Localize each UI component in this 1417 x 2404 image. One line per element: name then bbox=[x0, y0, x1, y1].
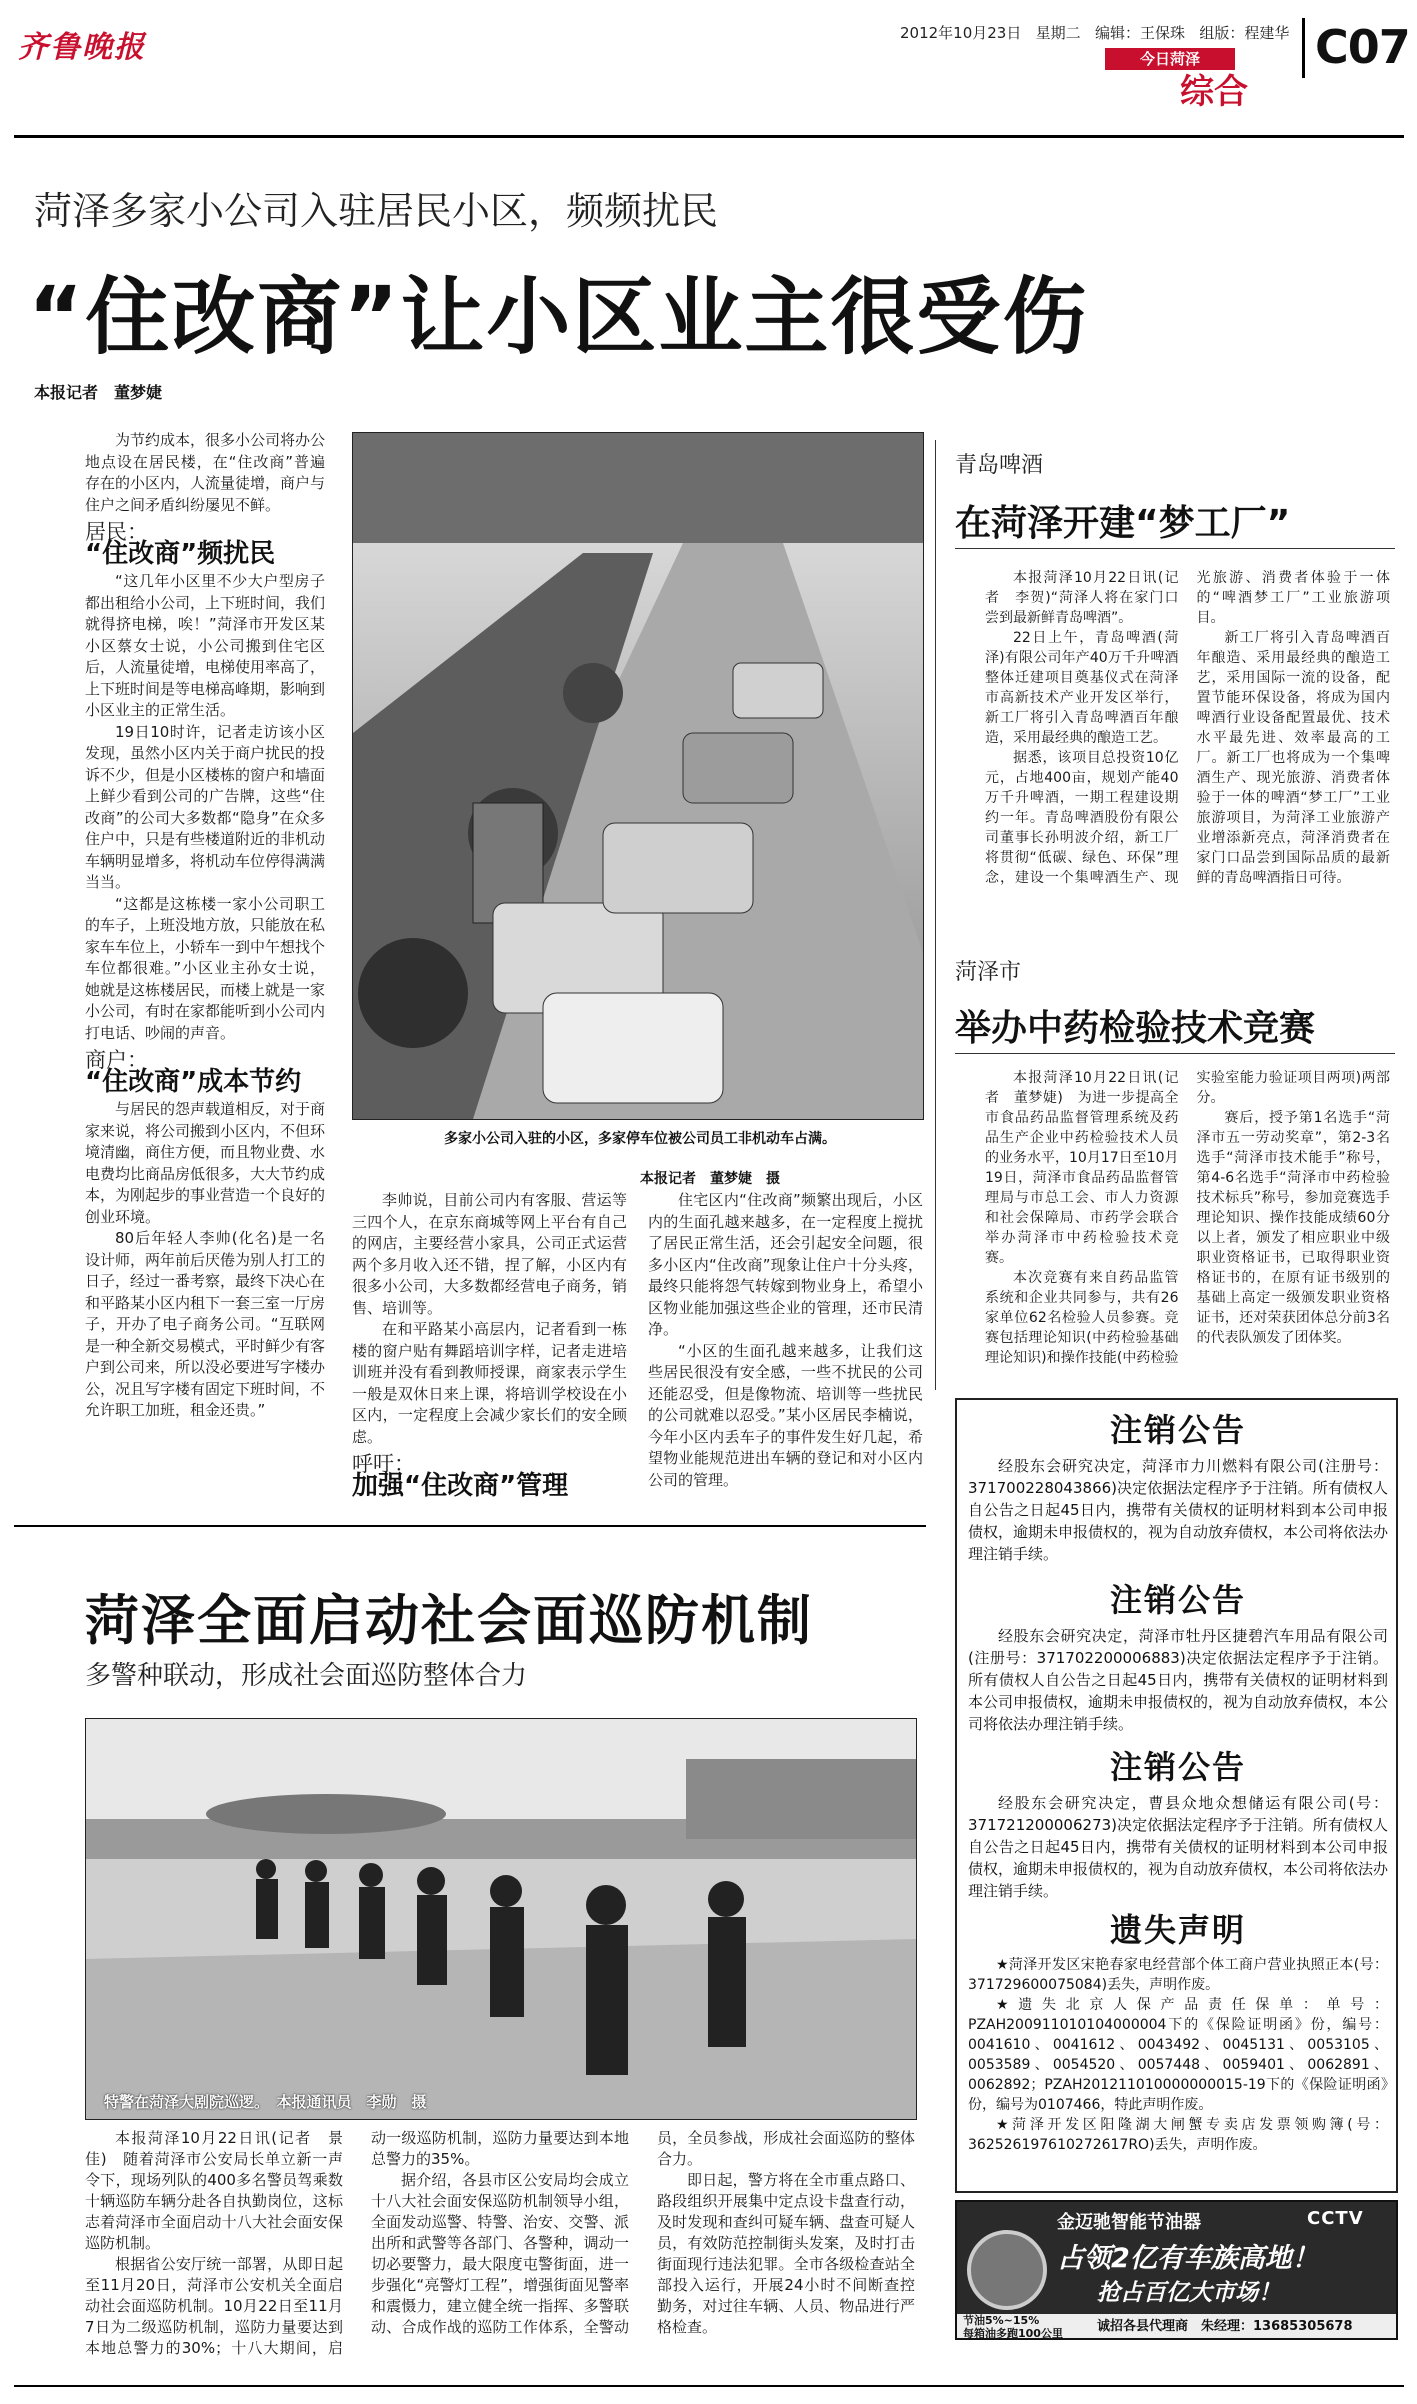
lead-photo-caption-text: 多家小公司入驻的小区，多家停车位被公司员工非机动车占满。 bbox=[444, 1131, 836, 1147]
page-number: C07 bbox=[1315, 20, 1410, 74]
notice-3-body: 经股东会研究决定，曹县众地众想储运有限公司(号：371721200006273)决定依据法定程序予于注销。所有债权人自公告之日起45日内，携带有关债权的证明材料到本公司申报债权，逾期未申报债权的，视为自动放弃债权，本公司将依法办理注销手续。 bbox=[968, 1794, 1389, 1900]
sec1-kicker: 居民： bbox=[85, 520, 148, 544]
herb-para-1: 本报菏泽10月22日讯(记者 董梦婕) 为进一步提高全市食品药品监督管理系统及药品生产企业中药检验技术人员的业务水平，10月17日至10月19日，菏泽市食品药品监督管理局与市总工会、市人力资源和社会保障局、市药学会联合举办菏泽市中药检验技术竞赛。 bbox=[985, 1070, 1179, 1266]
herb-headline: 举办中药检验技术竞赛 bbox=[955, 1008, 1316, 1049]
beer-para-1: 本报菏泽10月22日讯(记者 李贺)“菏泽人将在家门口尝到最新鲜青岛啤酒”。 bbox=[985, 570, 1179, 626]
lead-bottom-rule bbox=[14, 1525, 926, 1527]
lost-notice bbox=[968, 1905, 1388, 2155]
ad-price: 每箱油多跑100公里 bbox=[963, 2327, 1063, 2340]
notice-2-text bbox=[968, 1625, 1388, 1735]
footer-rule bbox=[14, 2385, 1404, 2387]
lead-column-1 bbox=[85, 430, 325, 1510]
patrol-photo-caption: 特警在菏泽大剧院巡逻。 本报通讯员 李勋 摄 bbox=[104, 2093, 427, 2111]
sec1-para-1: “这几年小区里不少大户型房子都出租给小公司，上下班时间，我们就得挤电梯，唉！”菏泽市开发区某小区蔡女士说，小公司搬到住宅区后，人流量徒增，电梯使用率高了，上下班时间是等电梯高峰期，影响到小区业主的正常生活。 bbox=[85, 572, 325, 719]
beer-kicker: 青岛啤酒 bbox=[955, 453, 1044, 478]
paper-name-logo: 齐鲁晚报 bbox=[18, 30, 146, 65]
lead-byline: 本报记者 董梦婕 bbox=[34, 383, 163, 402]
sec1-para-2: 19日10时许，记者走访该小区发现，虽然小区内关于商户扰民的投诉不少，但是小区楼栋的窗户和墙面上鲜少看到公司的广告牌，这些“住改商”的公司大多数都“隐身”在众多住户中，只是有些楼道附近的非机动车辆明显增多，将机动车位停得满满当当。 bbox=[85, 722, 325, 891]
notice-1-body: 经股东会研究决定，菏泽市力川燃料有限公司(注册号：371700228043866)决定依据法定程序予于注销。所有债权人自公告之日起45日内，携带有关债权的证明材料到本公司申报债权，逾期未申报债权的，视为自动放弃债权，本公司将依法办理注销手续。 bbox=[968, 1457, 1389, 1563]
sec2-kicker: 商户： bbox=[85, 1048, 148, 1072]
page-number-divider bbox=[1302, 18, 1305, 78]
lost-item-2: ★遗失北京人保产品责任保单：单号：PZAH200911010104000004下的《保险证明函》份，编号：0041610、0041612、0043492、0045131、0053105、0053589、0054520、0057448、0059401、0062891、0062892；PZAH201211010000000015-19下的《保险证明函》份，编号为0107466，特此声明作废。 bbox=[968, 1997, 1388, 2113]
column-divider bbox=[935, 440, 936, 1390]
layout-credit: 组版：程建华 bbox=[1199, 24, 1290, 42]
section-name: 综合 bbox=[1180, 72, 1248, 112]
lost-title: 遗失声明 bbox=[1109, 1911, 1246, 1949]
lead-column-2 bbox=[352, 1190, 627, 1510]
notice-3-title: 注销公告 bbox=[1109, 1748, 1246, 1786]
section-badge: 今日菏泽 bbox=[1105, 48, 1235, 70]
sec3-head: 加强“住改商”管理 bbox=[352, 1470, 569, 1501]
lead-photo bbox=[352, 432, 924, 1120]
lead-intro: 为节约成本，很多小公司将办公地点设在居民楼，在“住改商”普遍存在的小区内，人流量徒增，商户与住户之间矛盾纠纷屡见不鲜。 bbox=[85, 431, 325, 514]
lost-text bbox=[968, 1955, 1388, 2155]
patrol-headline: 菏泽全面启动社会面巡防机制 bbox=[85, 1589, 813, 1652]
beer-para-3: 据悉，该项目总投资10亿元，占地400亩，规划产能40万千升啤酒，一期工程建设期约一年。青岛啤酒股份有限公司董事长孙明波介绍，新工厂将贯彻“低碳、绿色、环保”理念，建设一个集啤酒生产、现光旅游、消费者体验于一体的“啤酒梦工厂”工业旅游项目。 bbox=[985, 570, 1390, 886]
sec2-head: “住改商”成本节约 bbox=[85, 1066, 302, 1097]
herb-para-2: 本次竞赛有来自药品监管系统和企业共同参与，共有26家单位62名检验人员参赛。竞赛包括理论知识(中药检验基础理论知识)和操作技能(中药检验实验室能力验证项目两项)两部分。 bbox=[985, 1070, 1390, 1366]
lost-item-1: ★菏泽开发区宋艳春家电经营部个体工商户营业执照正本(号：371729600075084)丢失，声明作废。 bbox=[968, 1957, 1388, 1993]
beer-headline: 在菏泽开建“梦工厂” bbox=[955, 503, 1291, 544]
sec2-para-4: 在和平路某小高层内，记者看到一栋楼的窗户贴有舞蹈培训字样，记者走进培训班并没有看到教师授课，商家表示学生一般是双休日来上课，将培训学校设在小区内，一定程度上会减少家长们的安全顾虑。 bbox=[352, 1320, 627, 1446]
beer-para-2: 22日上午，青岛啤酒(菏泽)有限公司年产40万千升啤酒整体迁建项目奠基仪式在菏泽市高新技术产业开发区举行，新工厂将引入青岛啤酒百年酿造，采用最经典的酿造工艺。 bbox=[985, 630, 1179, 746]
lead-kicker: 菏泽多家小公司入驻居民小区，频频扰民 bbox=[34, 189, 719, 233]
ad-saving: 节油5%~15% bbox=[963, 2314, 1040, 2327]
notice-1-title: 注销公告 bbox=[1109, 1411, 1246, 1449]
ad-slogan-2: 抢占百亿大市场！ bbox=[1097, 2280, 1281, 2306]
sec2-para-2: 80后年轻人李帅(化名)是一名设计师，两年前后厌倦为别人打工的日子，经过一番考察，最终下决心在和平路某小区内租下一套三室一厅房子，开办了电子商务公司。“互联网是一种全新交易模式，平时鲜少有客户到公司来，所以没必要进写字楼办公，况且写字楼有固定下班时间，不允许职工加班，租金还贵。” bbox=[85, 1229, 325, 1419]
notice-3-text bbox=[968, 1792, 1388, 1902]
editor-credit: 编辑：王保珠 bbox=[1095, 24, 1186, 42]
sec1-head: “住改商”频扰民 bbox=[85, 538, 276, 569]
lead-column-3 bbox=[648, 1190, 923, 1510]
notice-2-body: 经股东会研究决定，菏泽市牡丹区捷碧汽车用品有限公司(注册号：371702200006883)决定依据法定程序予于注销。所有债权人自公告之日起45日内，携带有关债权的证明材料到本公司申报债权，逾期未申报债权的，视为自动放弃债权，本公司将依法办理注销手续。 bbox=[968, 1627, 1389, 1733]
lead-photo-caption bbox=[355, 1130, 925, 1149]
masthead-info bbox=[900, 22, 1289, 43]
sec1-para-3: “这都是这栋楼一家小公司职工的车子，上班没地方放，只能放在私家车车位上，小轿车一到中午想找个车位都很难。”小区业主孙女士说，她就是这栋楼居民，而楼上就是一家小公司，有时在家都能听到小公司内打电话、吵闹的声音。 bbox=[85, 894, 325, 1042]
ad-slogan-1: 占领2亿有车族高地！ bbox=[1057, 2243, 1319, 2274]
patrol-para-3: 据介绍，各县市区公安局均会成立十八大社会面安保巡防机制领导小组，全面发动巡警、特警、治安、交警、派出所和武警等各部门、各警种，调动一切必要警力，最大限度屯警街面，进一步强化“亮警灯工程”，增强街面见警率和震慑力，建立健全统一指挥、多警联动、合成作战的巡防工作体系，全警动员，全员参战，形成社会面巡防的整体合力。 bbox=[371, 2129, 915, 2336]
ad-channel-logo: CCTV bbox=[1307, 2208, 1364, 2229]
ad-contact: 诚招各县代理商 朱经理：13685305678 bbox=[1097, 2319, 1353, 2334]
patrol-para-4: 即日起，警方将在全市重点路口、路段组织开展集中定点设卡盘查行动，及时发现和查纠可疑车辆、盘查可疑人员，有效防范控制街头发案，及时打击街面现行违法犯罪。全市各级检查站全部投入运行，开展24小时不间断查控勤务，对过往车辆、人员、物品进行严格检查。 bbox=[657, 2171, 915, 2336]
notice-2-title: 注销公告 bbox=[1109, 1581, 1246, 1619]
police-patrol-illustration bbox=[86, 1719, 916, 2119]
sec3-para-2: “小区的生面孔越来越多，让我们这些居民很没有安全感，一些不扰民的公司还能忍受，但是像物流、培训等一些扰民的公司就难以忍受。”某小区居民李楠说，今年小区内丢车子的事件发生好几起，希望物业能规范进出车辆的登记和对小区内公司的管理。 bbox=[648, 1341, 923, 1489]
sec3-kicker: 呼吁： bbox=[352, 1452, 415, 1476]
notice-2 bbox=[968, 1575, 1388, 1735]
herb-body bbox=[985, 1068, 1390, 1398]
lead-photo-credit: 本报记者 董梦婕 摄 bbox=[640, 1171, 780, 1187]
patrol-para-1: 本报菏泽10月22日讯(记者 景佳) 随着菏泽市公安局长单立新一声令下，现场列队的400多名警员驾乘数十辆巡防车辆分赴各自执勤岗位，这标志着菏泽市全面启动十八大社会面安保巡防机制。 bbox=[85, 2129, 343, 2252]
parking-lot-illustration bbox=[353, 433, 923, 1119]
herb-para-3: 赛后，授予第1名选手“菏泽市五一劳动奖章”，第2-3名选手“菏泽市技术能手”称号，第4-6名选手“菏泽市中药检验技术标兵”称号，参加竞赛选手理论知识、操作技能成绩60分以上者，颁发了相应职业中级职业资格证书，已取得职业资格证书的，在原有证书级别的基础上高定一级颁发职业资格证书，还对荣获团体总分前3名的代表队颁发了团体奖。 bbox=[1196, 1110, 1390, 1346]
patrol-para-2: 根据省公安厅统一部署，从即日起至11月20日，菏泽市公安机关全面启动社会面巡防机制。10月22日至11月7日为二级巡防机制，巡防力量要达到本地总警力的30%；十八大期间，启动一级巡防机制，巡防力量要达到本地总警力的35%。 bbox=[85, 2129, 629, 2357]
fuel-saver-ad bbox=[955, 2200, 1398, 2340]
herb-rule bbox=[955, 1053, 1395, 1054]
sec2-para-1: 与居民的怨声载道相反，对于商家来说，将公司搬到小区内，不但环境清幽，商住方便，而且物业费、水电费均比商品房低很多，大大节约成本，为刚起步的事业营造一个良好的创业环境。 bbox=[85, 1100, 325, 1226]
beer-para-4: 新工厂将引入青岛啤酒百年酿造、采用最经典的酿造工艺，采用国际一流的设备，配置节能环保设备，将成为国内啤酒行业设备配置最优、技术水平最先进、效率最高的工厂。新工厂也将成为一个集啤酒生产、现光旅游、消费者体验于一体的啤酒“梦工厂”工业旅游项目，为菏泽工业旅游产业增添新亮点，菏泽消费者在家门口品尝到国际品质的最新鲜的青岛啤酒指日可待。 bbox=[1196, 630, 1390, 886]
ad-brand: 金迈驰智能节油器 bbox=[1057, 2212, 1201, 2233]
sec2-para-3: 李帅说，目前公司内有客服、营运等三四个人，在京东商城等网上平台有自己的网店，主要经营小家具，公司正式运营两个多月收入还不错，捏了解，小区内有很多小公司，大多数都经营电子商务，销售、培训等。 bbox=[352, 1191, 627, 1317]
ad-gauge-icon bbox=[967, 2230, 1047, 2310]
beer-body bbox=[985, 568, 1390, 943]
notice-3 bbox=[968, 1742, 1388, 1902]
notice-1 bbox=[968, 1405, 1388, 1565]
notice-1-text bbox=[968, 1455, 1388, 1565]
patrol-kicker: 多警种联动，形成社会面巡防整体合力 bbox=[85, 1661, 528, 1691]
lead-headline: “住改商”让小区业主很受伤 bbox=[28, 268, 1089, 366]
ad-footer bbox=[957, 2314, 1398, 2340]
patrol-body bbox=[85, 2128, 915, 2378]
patrol-photo bbox=[85, 1718, 917, 2120]
herb-kicker: 菏泽市 bbox=[955, 960, 1022, 985]
issue-date: 2012年10月23日 bbox=[900, 24, 1022, 42]
issue-weekday: 星期二 bbox=[1035, 24, 1081, 42]
masthead-rule bbox=[14, 135, 1404, 138]
lost-item-3: ★菏泽开发区阳隆湖大闸蟹专卖店发票领购簿(号：362526197610272617RO)丢失，声明作废。 bbox=[968, 2117, 1388, 2153]
beer-rule bbox=[955, 548, 1395, 549]
sec3-para-1: 住宅区内“住改商”频繁出现后，小区内的生面孔越来越多，在一定程度上搅扰了居民正常生活，还会引起安全问题，很多小区内“住改商”现象让住户十分头疼，最终只能将怨气转嫁到物业身上，希望小区物业能加强这些企业的管理，还市民清净。 bbox=[648, 1191, 923, 1338]
